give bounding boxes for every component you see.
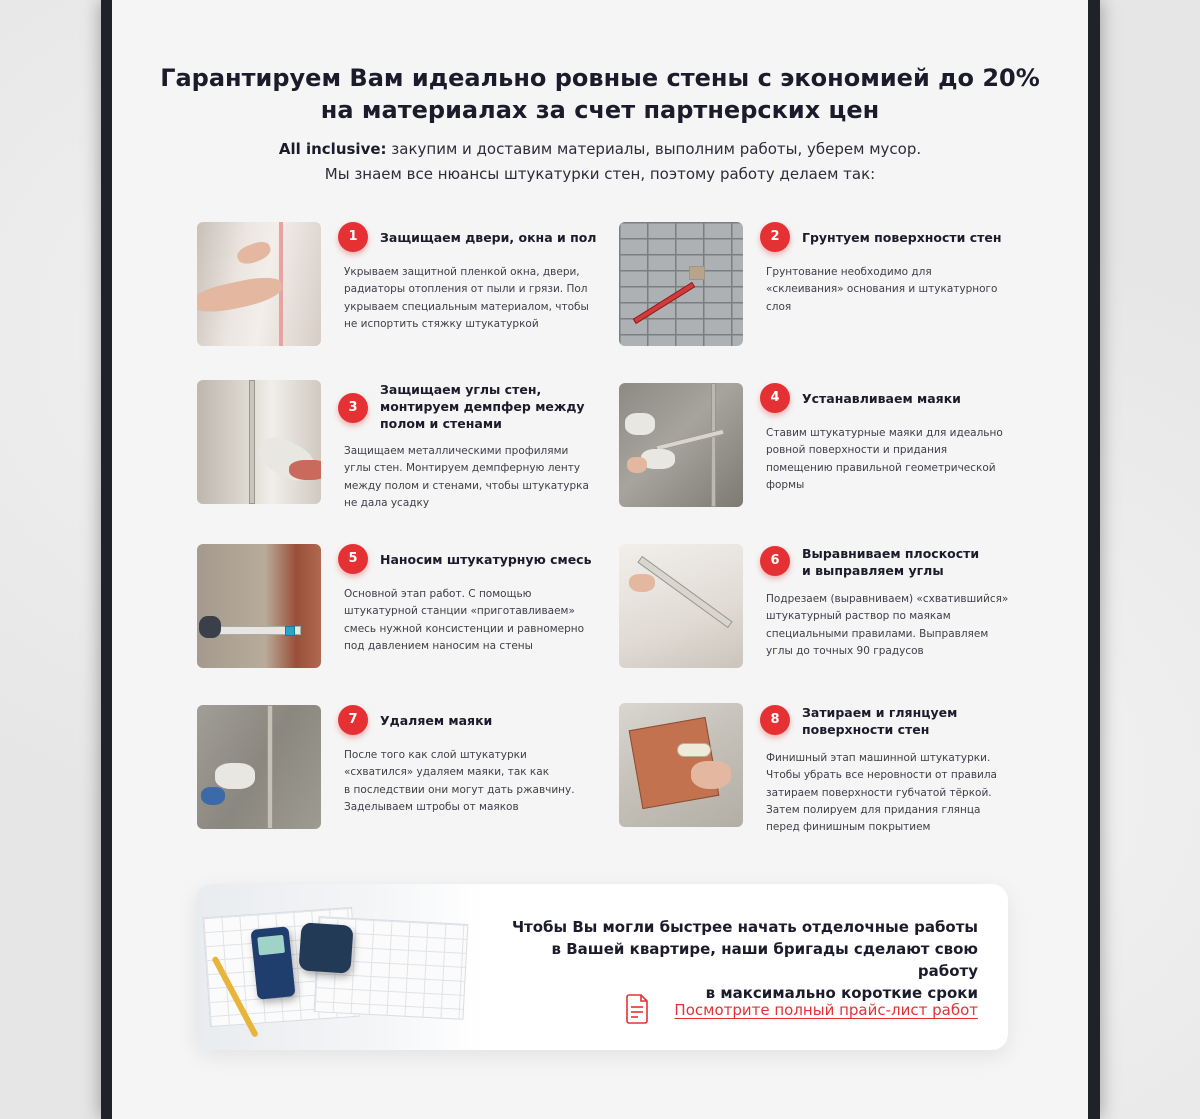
step-5-heading: Наносим штукатурную смесь bbox=[380, 552, 592, 567]
step-2 bbox=[619, 222, 1019, 352]
step-1-heading: Защищаем двери, окна и пол bbox=[380, 230, 597, 245]
step-4 bbox=[619, 383, 1019, 513]
document-icon bbox=[626, 994, 650, 1024]
subtitle-rest: закупим и доставим материалы, выполним работы, уберем мусор. bbox=[386, 140, 922, 158]
step-6-description: Подрезаем (выравниваем) «схватившийся» штукатурный раствор по маякам специальными правилами. Выправляем углы до точных 90 градусов bbox=[766, 593, 1009, 657]
step-8-heading: Затираем и глянцуем поверхности стен bbox=[802, 705, 958, 737]
step-5 bbox=[197, 544, 597, 674]
step-1-photo bbox=[197, 222, 321, 346]
price-list-link[interactable]: Посмотрите полный прайс-лист работ bbox=[674, 1001, 978, 1019]
step-7-heading: Удаляем маяки bbox=[380, 713, 493, 728]
subtitle-bold: All inclusive: bbox=[278, 140, 387, 158]
step-5-description: Основной этап работ. С помощью штукатурной станции «приготавливаем» смесь нужной консистенции и равномерно под давлением наносим на стены bbox=[344, 588, 585, 652]
step-7-description: После того как слой штукатурки «схватился» удаляем маяки, так как в последствии они могут дать ржавчину. Заделываем штробы от маяков bbox=[344, 749, 575, 813]
price-list-banner bbox=[196, 884, 1008, 1050]
step-6 bbox=[619, 544, 1019, 674]
section-title bbox=[112, 62, 1088, 126]
step-2-number: 2 bbox=[760, 222, 790, 252]
step-7-photo bbox=[197, 705, 321, 829]
step-2-photo bbox=[619, 222, 743, 346]
step-3-description: Защищаем металлическими профилями углы стен. Монтируем демпферную ленту между полом и стенами, чтобы штукатурка не дала усадку bbox=[344, 445, 589, 509]
step-2-heading: Грунтуем поверхности стен bbox=[802, 230, 1002, 245]
step-3-photo bbox=[197, 380, 321, 504]
step-7-number: 7 bbox=[338, 705, 368, 735]
step-6-number: 6 bbox=[760, 546, 790, 576]
step-2-description: Грунтование необходимо для «склеивания» основания и штукатурного слоя bbox=[766, 266, 998, 313]
step-3-heading: Защищаем углы стен, монтируем демпфер между полом и стенами bbox=[380, 382, 585, 431]
step-1-description: Укрываем защитной пленкой окна, двери, радиаторы отопления от пыли и грязи. Пол укрываем специальным материалом, чтобы не испортить стяжку штукатуркой bbox=[344, 266, 589, 330]
step-1-number: 1 bbox=[338, 222, 368, 252]
step-1 bbox=[197, 222, 597, 352]
step-3 bbox=[197, 380, 597, 510]
banner-image bbox=[196, 884, 486, 1050]
step-5-photo bbox=[197, 544, 321, 668]
step-8-description: Финишный этап машинной штукатурки. Чтобы убрать все неровности от правила затираем поверхности губчатой тёркой. Затем полируем для придания глянца перед финишным покрытием bbox=[766, 752, 997, 834]
step-4-heading: Устанавливаем маяки bbox=[802, 391, 961, 406]
step-6-heading: Выравниваем плоскости и выправляем углы bbox=[802, 546, 980, 578]
step-8-photo bbox=[619, 703, 743, 827]
step-8 bbox=[619, 703, 1019, 833]
step-3-number: 3 bbox=[338, 393, 368, 423]
subtitle-line-2: Мы знаем все нюансы штукатурки стен, поэтому работу делаем так: bbox=[324, 165, 876, 183]
section-subtitle bbox=[112, 137, 1088, 187]
section-title-line-1: Гарантируем Вам идеально ровные стены с экономией до 20% bbox=[160, 64, 1040, 92]
page bbox=[112, 0, 1088, 1119]
step-8-number: 8 bbox=[760, 705, 790, 735]
step-5-number: 5 bbox=[338, 544, 368, 574]
step-7 bbox=[197, 705, 597, 835]
step-6-photo bbox=[619, 544, 743, 668]
section-title-line-2: на материалах за счет партнерских цен bbox=[320, 96, 880, 124]
step-4-photo bbox=[619, 383, 743, 507]
step-4-description: Ставим штукатурные маяки для идеально ровной поверхности и придания помещению правильной геометрической формы bbox=[766, 427, 1003, 491]
step-4-number: 4 bbox=[760, 383, 790, 413]
banner-text: Чтобы Вы могли быстрее начать отделочные работы в Вашей квартире, наши бригады сделают свою работу в максимально короткие сроки bbox=[511, 918, 978, 1002]
